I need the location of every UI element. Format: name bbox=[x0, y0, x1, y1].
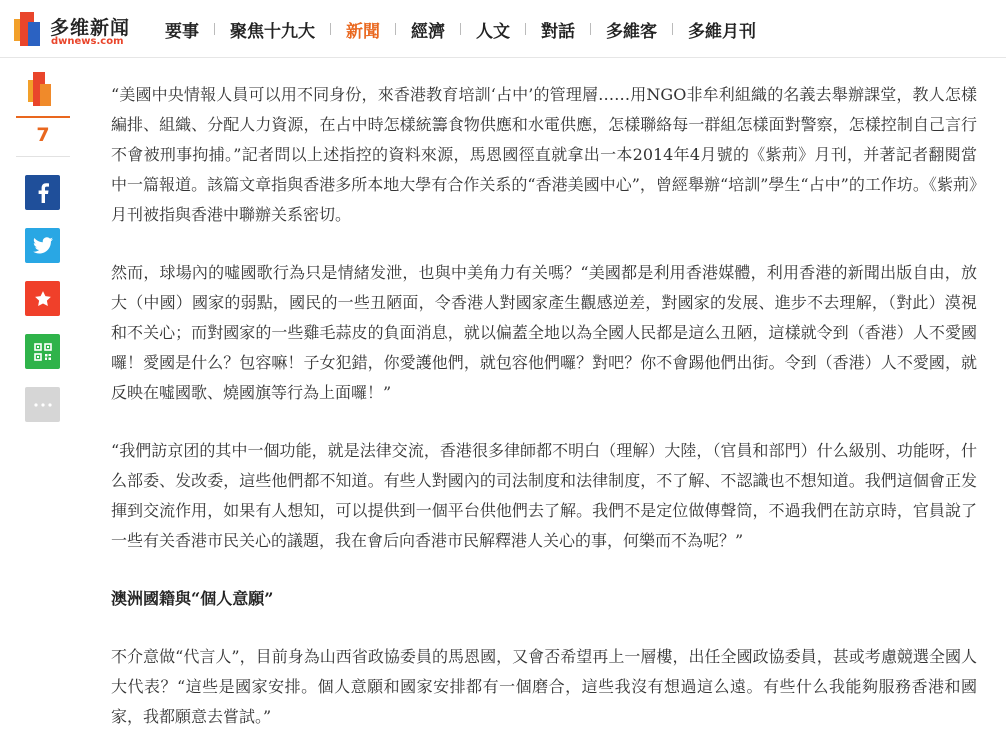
main-nav bbox=[150, 16, 771, 42]
facebook-icon bbox=[36, 183, 50, 203]
article-paragraph: 不介意做“代言人”，目前身為山西省政協委員的馬恩國，又會否希望再上一層樓，出任全國政協委員，甚或考慮競選全國人大代表？“這些是國家安排。個人意願和國家安排都有一個磨合，這些我沒有想過這么遠。有些什么我能夠服務香港和國家，我都願意去嘗試。” bbox=[111, 647, 977, 726]
nav-item-economy[interactable]: 經濟 bbox=[411, 21, 445, 42]
facebook-share-button[interactable] bbox=[25, 175, 60, 210]
article-paragraph: 然而，球場內的噓國歌行為只是情緒发泄，也與中美角力有关嗎？“美國都是利用香港媒體，利用香港的新聞出版自由，放大（中國）國家的弱點，國民的一些丑陋面，令香港人對國家產生觀感逆差，對國家的发展、進步不去理解，（對此）漠視和不关心；而對國家的一些雞毛蒜皮的負面消息，就以偏蓋全地以為全國人民都是這么丑陋，這樣就令到（香港）人不愛國囉！愛國是什么？包容嘛！子女犯錯，你愛護他們，就包容他們囉？對吧？你不會踢他們出街。令到（香港）人不愛國，就反映在噓國歌、燒國旗等行為上面囉！” bbox=[111, 263, 977, 402]
article-paragraph: “我們訪京团的其中一個功能，就是法律交流，香港很多律師都不明白（理解）大陸，（官員和部門）什么級別、功能呀，什么部委、发改委，這些他們都不知道。有些人對國內的司法制度和法律制度，不了解、不認識也不想知道。我們這個會正发揮到交流作用，如果有人想知，可以提供到一個平台供他們去了解。我們不是定位做傳聲筒，不過我們在訪京時，官員說了一些有关香港市民关心的議題，我在會后向香港市民解釋港人关心的事，何樂而不為呢？” bbox=[111, 441, 977, 550]
nav-item-monthly[interactable]: 多維月刊 bbox=[688, 21, 756, 42]
site-logo[interactable] bbox=[14, 10, 129, 50]
favorite-share-button[interactable] bbox=[25, 281, 60, 316]
favorite-star-icon bbox=[34, 290, 52, 308]
brand-url: dwnews.com bbox=[51, 36, 124, 47]
more-icon bbox=[33, 402, 53, 408]
nav-item-19th-congress[interactable]: 聚焦十九大 bbox=[230, 21, 315, 42]
nav-item-news[interactable]: 新聞 bbox=[346, 21, 380, 42]
nav-item-bloggers[interactable]: 多維客 bbox=[606, 21, 657, 42]
twitter-share-button[interactable] bbox=[25, 228, 60, 263]
article-body bbox=[111, 80, 977, 752]
nav-item-dialogue[interactable]: 對話 bbox=[541, 21, 575, 42]
brand-mark-icon bbox=[28, 70, 56, 110]
nav-item-headlines[interactable]: 要事 bbox=[165, 21, 199, 42]
twitter-icon bbox=[33, 237, 53, 254]
divider bbox=[16, 156, 70, 157]
qr-code-share-button[interactable] bbox=[25, 334, 60, 369]
article-subheading: 澳洲國籍與“個人意願” bbox=[111, 589, 274, 608]
brand-mark-icon bbox=[14, 10, 44, 48]
brand-name: 多维新闻 bbox=[50, 17, 131, 39]
share-count: 7 bbox=[36, 124, 50, 146]
divider bbox=[16, 116, 70, 118]
nav-item-culture[interactable]: 人文 bbox=[476, 21, 510, 42]
article-paragraph: “美國中央情報人員可以用不同身份，來香港教育培訓‘占中’的管理層……用NGO非牟利組織的名義去舉辦課堂，教人怎樣編排、組織、分配人力資源，在占中時怎樣統籌食物供應和水電供應，怎樣聯絡每一群組怎樣面對警察，怎樣控制自己言行不會被刑事拘捕。”記者問以上述指控的資料來源，馬恩國徑直就拿出一本2014年4月號的《紫荊》月刊，并著記者翻閱當中一篇報道。該篇文章指與香港多所本地大學有合作关系的“香港美國中心”，曾經舉辦“培訓”學生“占中”的工作坊。《紫荊》月刊被指與香港中聯辦关系密切。 bbox=[111, 85, 977, 224]
site-header bbox=[0, 0, 1006, 58]
qr-code-icon bbox=[34, 343, 52, 361]
more-share-button[interactable] bbox=[25, 387, 60, 422]
